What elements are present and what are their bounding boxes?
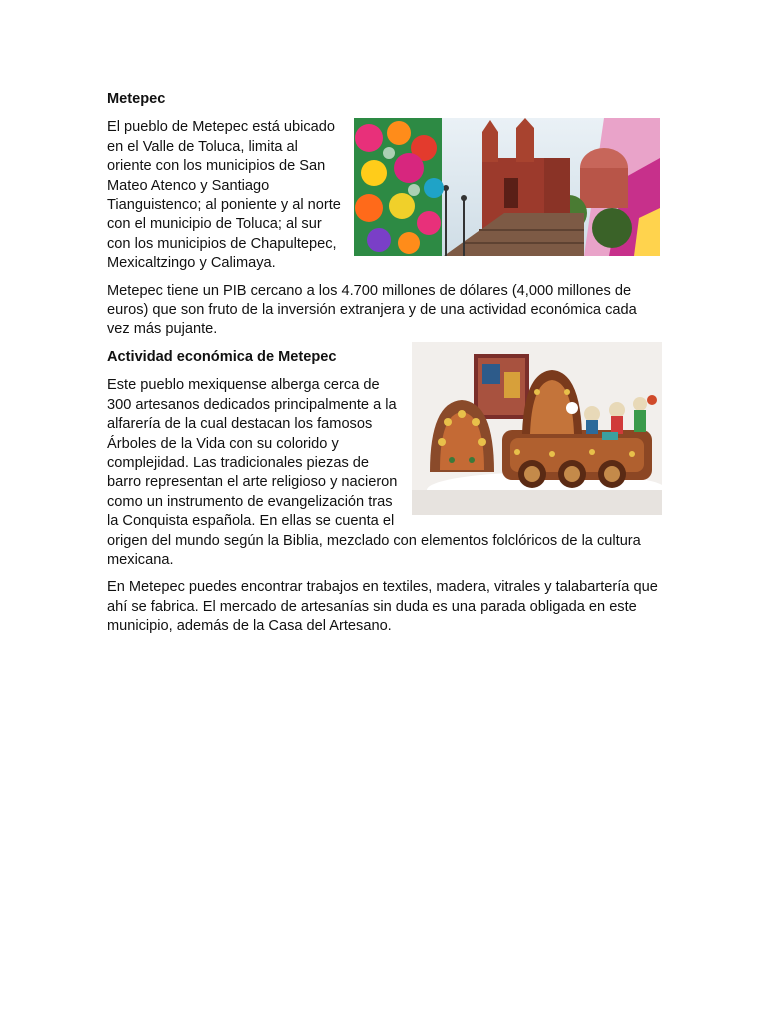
artisans-paragraph: Este pueblo mexiquense alberga cerca de 300 artesanos dedicados principalmente a la alfarería de la cual destacan los famosos Árboles de la Vida con su colorido y complejidad. Las tradicionales piezas de barro representan el arte religioso y nacieron como un instrumento de evangelización tras la Conquista española. En ellas se cuenta el origen del mundo según la Biblia, mezclado con elementos folclóricos de la cultura mexicana. xyxy=(107,377,641,568)
tree-of-life-photo xyxy=(412,342,662,515)
church-photo xyxy=(354,118,660,256)
section-heading-metepec: Metepec xyxy=(107,91,166,107)
metepec-location-paragraph: El pueblo de Metepec está ubicado en el Valle de Toluca, limita al oriente con los municipios de San Mateo Atenco y Santiago Tianguistenco; al poniente y al norte con el municipio de Toluca; al sur con los municipios de Chapultepec, Mexicaltzingo y Calimaya. xyxy=(107,119,341,272)
document-page xyxy=(107,90,660,645)
section-heading-economic-activity: Actividad económica de Metepec xyxy=(107,348,337,365)
crafts-market-paragraph: En Metepec puedes encontrar trabajos en textiles, madera, vitrales y talabartería que ahí se fabrica. El mercado de artesanías sin duda es una parada obligada en este municipio, además de la Casa del Artesano. xyxy=(107,579,658,635)
metepec-economy-paragraph: Metepec tiene un PIB cercano a los 4.700 millones de dólares (4,000 millones de euros) que son fruto de la inversión extranjera y de una actividad económica cada vez más pujante. xyxy=(107,282,637,338)
